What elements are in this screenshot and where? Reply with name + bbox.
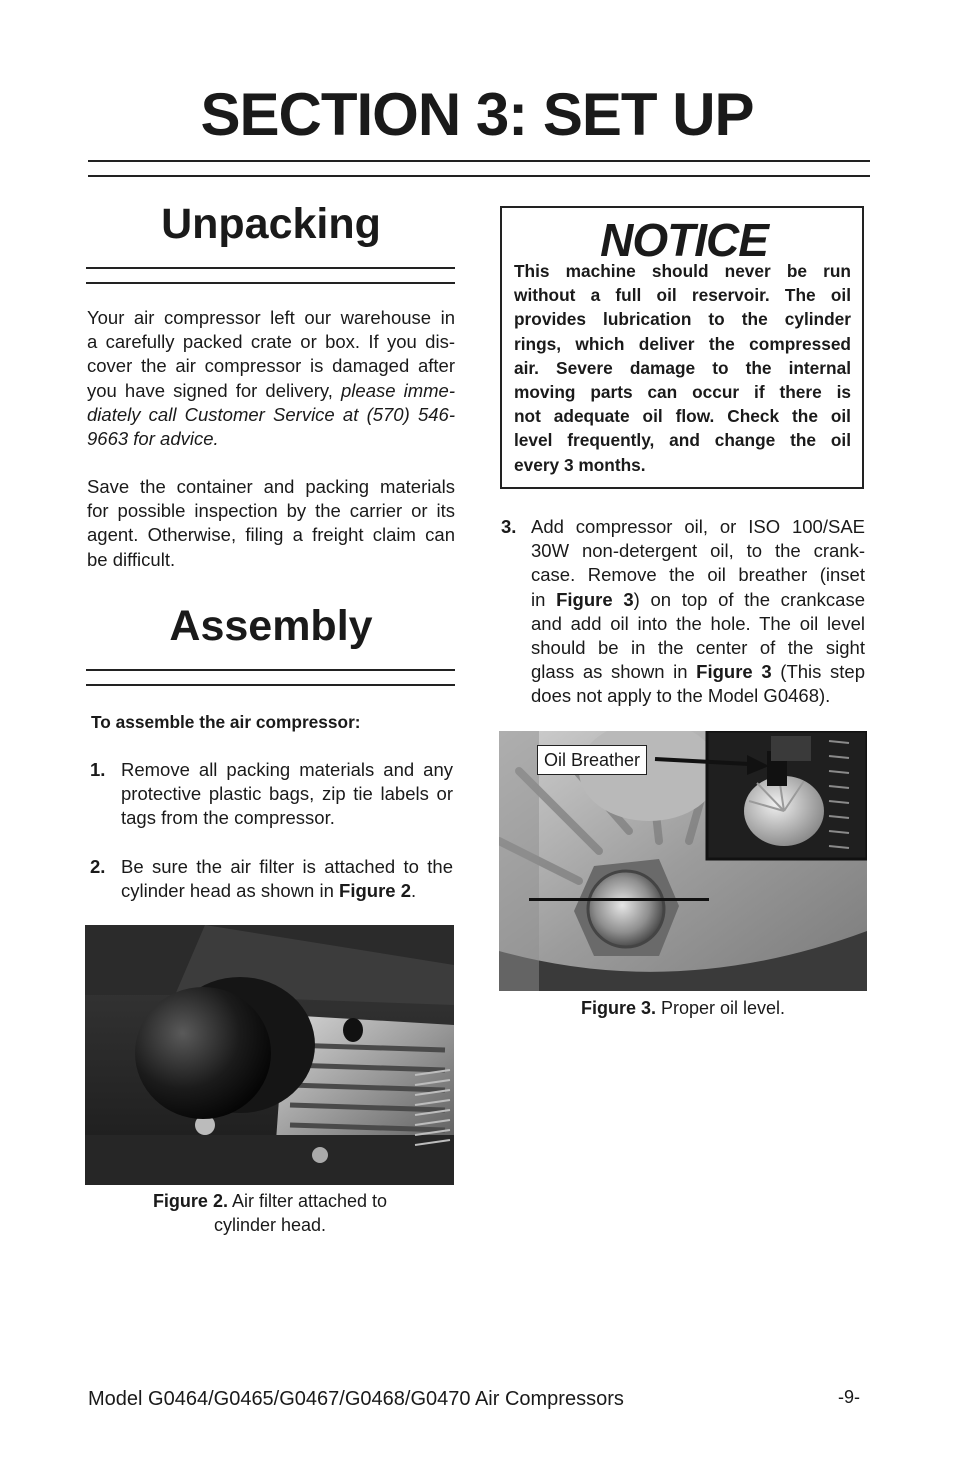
caption-line xyxy=(86,1189,454,1213)
text-line xyxy=(121,879,453,903)
figure-ref: Figure 3 xyxy=(556,588,634,610)
text-line xyxy=(531,660,865,684)
figure-2-photo xyxy=(85,925,454,1185)
text-line: and add oil into the hole. The oil level xyxy=(531,612,865,634)
text-line: 30W non-detergent oil, to the crank- xyxy=(531,540,865,562)
caption-label: Figure 3. xyxy=(580,998,656,1018)
page-number: -9- xyxy=(838,1387,860,1407)
assembly-rule-bottom xyxy=(86,684,455,686)
title-rule-top xyxy=(88,160,870,162)
footer-model: Model G0464/G0465/G0467/G0468/G0470 Air Compressors xyxy=(88,1388,624,1410)
caption-line: cylinder head. xyxy=(213,1215,327,1235)
unpacking-paragraph-1 xyxy=(87,306,455,451)
title-rule-bottom xyxy=(88,175,870,177)
text-span-italic: please imme- xyxy=(341,379,455,401)
page-title: SECTION 3: SET UP xyxy=(200,81,754,148)
notice-line: This machine should never be run xyxy=(514,261,851,281)
text-line: Add compressor oil, or ISO 100/SAE xyxy=(531,516,865,537)
notice-line: air. Severe damage to the internal xyxy=(514,357,851,378)
text-line: be difficult. xyxy=(87,548,176,570)
notice-line: moving parts can occur if there is xyxy=(514,382,851,403)
unpacking-heading: Unpacking xyxy=(161,200,381,248)
step-text xyxy=(121,758,453,831)
notice-line: level frequently, and change the oil xyxy=(514,430,851,451)
caption-text: Proper oil level. xyxy=(655,998,786,1018)
text-line: for possible inspection by the carrier or its xyxy=(87,500,455,522)
step-number: 1. xyxy=(90,759,106,780)
text-span: . xyxy=(411,880,417,902)
text-line: case. Remove the oil breather (inset xyxy=(531,564,865,586)
step-2 xyxy=(90,855,455,905)
figure-2-caption xyxy=(86,1189,454,1237)
text-span: ) on top of the crankcase xyxy=(633,588,865,610)
text-line xyxy=(87,379,455,403)
notice-line: every 3 months. xyxy=(514,454,646,475)
figure-ref: Figure 3 xyxy=(696,661,772,683)
step-number: 3. xyxy=(501,516,517,537)
text-line: 9663 for advice. xyxy=(87,428,219,450)
text-span: glass as shown in xyxy=(531,661,697,683)
text-line: does not apply to the Model G0468). xyxy=(531,685,831,707)
assembly-rule-top xyxy=(86,669,455,671)
caption-label: Figure 2. xyxy=(152,1191,228,1211)
notice-line: not adequate oil flow. Check the oil xyxy=(514,406,851,427)
assembly-heading: Assembly xyxy=(169,602,373,650)
caption-text: Air filter attached to xyxy=(227,1191,388,1211)
text-line: diately call Customer Service at (570) 546- xyxy=(87,403,455,425)
text-line: protective plastic bags, zip tie labels or xyxy=(121,783,453,805)
text-line: should be in the center of the sight xyxy=(531,637,865,659)
text-line: cover the air compressor is damaged after xyxy=(87,355,455,377)
step-text xyxy=(531,515,865,709)
air-filter-photo-illustration xyxy=(85,925,454,1185)
text-span: (This step xyxy=(771,661,865,683)
step-text xyxy=(121,855,453,903)
notice-line: without a full oil reservoir. The oil xyxy=(514,285,851,306)
text-span: you have signed for delivery, xyxy=(87,379,342,401)
assembly-intro: To assemble the air compressor: xyxy=(91,712,361,732)
text-line: agent. Otherwise, filing a freight claim can xyxy=(87,524,455,546)
oil-breather-callout: Oil Breather xyxy=(537,745,647,775)
step-number: 2. xyxy=(90,856,106,877)
text-line: Save the container and packing materials xyxy=(87,476,455,497)
notice-line: provides lubrication to the cylinder xyxy=(514,309,851,330)
text-span: cylinder head as shown in xyxy=(121,880,340,902)
unpacking-rule-top xyxy=(86,267,455,269)
step-3 xyxy=(501,515,865,715)
text-line: a carefully packed crate or box. If you dis- xyxy=(87,331,455,353)
text-line: tags from the compressor. xyxy=(121,807,335,829)
notice-title: NOTICE xyxy=(600,214,768,266)
figure-ref: Figure 2 xyxy=(339,880,411,902)
text-line: Your air compressor left our warehouse in xyxy=(87,307,455,328)
text-line: Remove all packing materials and any xyxy=(121,759,453,780)
figure-3-caption xyxy=(499,996,867,1020)
notice-text xyxy=(514,259,851,477)
text-line xyxy=(531,588,865,612)
unpacking-paragraph-2 xyxy=(87,475,455,572)
unpacking-rule-bottom xyxy=(86,282,455,284)
text-span: in xyxy=(531,588,557,610)
notice-line: rings, which deliver the compressed xyxy=(514,333,851,354)
step-1 xyxy=(90,758,455,833)
text-line: Be sure the air filter is attached to the xyxy=(121,856,453,877)
